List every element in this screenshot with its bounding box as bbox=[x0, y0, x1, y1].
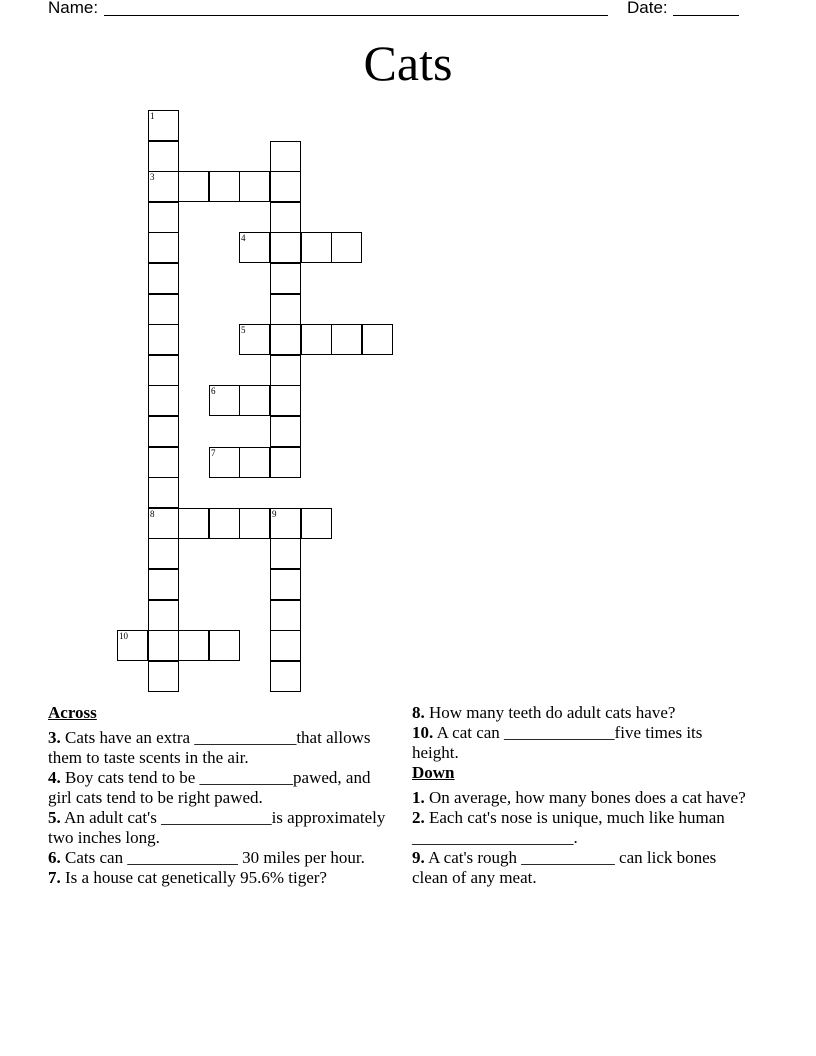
clue-number: 9. bbox=[412, 848, 425, 867]
grid-cell[interactable] bbox=[209, 385, 240, 416]
grid-cell[interactable] bbox=[270, 538, 301, 569]
grid-cell[interactable] bbox=[148, 232, 179, 263]
grid-cell[interactable] bbox=[270, 294, 301, 325]
grid-cell[interactable] bbox=[209, 508, 240, 539]
grid-cell[interactable] bbox=[148, 385, 179, 416]
grid-cell[interactable] bbox=[301, 232, 332, 263]
clues-column-right bbox=[412, 703, 752, 888]
clue-text: Is a house cat genetically 95.6% tiger? bbox=[65, 868, 327, 887]
cell-number: 7 bbox=[211, 448, 216, 458]
grid-cell[interactable] bbox=[178, 508, 209, 539]
cell-number: 3 bbox=[150, 172, 155, 182]
grid-cell[interactable] bbox=[270, 661, 301, 692]
cell-number: 6 bbox=[211, 386, 216, 396]
grid-cell[interactable] bbox=[270, 202, 301, 233]
grid-cell[interactable] bbox=[362, 324, 393, 355]
grid-cell[interactable] bbox=[270, 600, 301, 631]
grid-cell[interactable] bbox=[148, 416, 179, 447]
clue-across-6 bbox=[48, 848, 388, 868]
clue-number: 3. bbox=[48, 728, 61, 747]
grid-cell[interactable] bbox=[148, 141, 179, 172]
grid-cell[interactable] bbox=[148, 630, 179, 661]
grid-cell[interactable] bbox=[148, 202, 179, 233]
clues-column-left bbox=[48, 703, 388, 888]
grid-cell[interactable] bbox=[270, 232, 301, 263]
clue-number: 8. bbox=[412, 703, 425, 722]
clue-text: On average, how many bones does a cat have? bbox=[429, 788, 746, 807]
clue-across-10 bbox=[412, 723, 752, 763]
cell-number: 10 bbox=[119, 631, 128, 641]
grid-cell[interactable] bbox=[148, 508, 179, 539]
grid-cell[interactable] bbox=[148, 477, 179, 508]
clue-down-2 bbox=[412, 808, 752, 848]
clue-number: 6. bbox=[48, 848, 61, 867]
grid-cell[interactable] bbox=[270, 416, 301, 447]
grid-cell[interactable] bbox=[148, 294, 179, 325]
clue-text: Boy cats tend to be ___________pawed, and girl cats tend to be right pawed. bbox=[48, 768, 371, 807]
clue-text: A cat's rough ___________ can lick bones clean of any meat. bbox=[412, 848, 717, 887]
grid-cell[interactable] bbox=[270, 324, 301, 355]
grid-cell[interactable] bbox=[239, 171, 270, 202]
clue-text: An adult cat's _____________is approximately two inches long. bbox=[48, 808, 386, 847]
grid-cell[interactable] bbox=[148, 600, 179, 631]
cell-number: 9 bbox=[272, 509, 277, 519]
clue-across-7 bbox=[48, 868, 388, 888]
grid-cell[interactable] bbox=[239, 508, 270, 539]
grid-cell[interactable] bbox=[270, 569, 301, 600]
grid-cell[interactable] bbox=[148, 110, 179, 141]
grid-cell[interactable] bbox=[239, 232, 270, 263]
clue-number: 5. bbox=[48, 808, 61, 827]
clue-across-3 bbox=[48, 728, 388, 768]
puzzle-title: Cats bbox=[363, 35, 453, 91]
grid-cell[interactable] bbox=[148, 355, 179, 386]
grid-cell[interactable] bbox=[270, 141, 301, 172]
clue-down-9 bbox=[412, 848, 752, 888]
clue-number: 10. bbox=[412, 723, 434, 742]
grid-cell[interactable] bbox=[148, 447, 179, 478]
cell-number: 1 bbox=[150, 111, 155, 121]
clue-number: 2. bbox=[412, 808, 425, 827]
grid-cell[interactable] bbox=[148, 538, 179, 569]
grid-cell[interactable] bbox=[178, 171, 209, 202]
grid-cell[interactable] bbox=[239, 324, 270, 355]
grid-cell[interactable] bbox=[331, 324, 362, 355]
clue-across-5 bbox=[48, 808, 388, 848]
clue-down-1 bbox=[412, 788, 752, 808]
grid-cell[interactable] bbox=[270, 355, 301, 386]
grid-cell[interactable] bbox=[178, 630, 209, 661]
cell-number: 4 bbox=[241, 233, 246, 243]
grid-cell[interactable] bbox=[239, 385, 270, 416]
grid-cell[interactable] bbox=[301, 508, 332, 539]
grid-cell[interactable] bbox=[331, 232, 362, 263]
grid-cell[interactable] bbox=[270, 385, 301, 416]
across-heading: Across bbox=[48, 703, 97, 722]
date-label: Date: bbox=[627, 0, 668, 17]
grid-cell[interactable] bbox=[270, 508, 301, 539]
grid-cell[interactable] bbox=[270, 263, 301, 294]
clue-text: A cat can _____________five times its height. bbox=[412, 723, 703, 762]
cell-number: 5 bbox=[241, 325, 246, 335]
grid-cell[interactable] bbox=[148, 324, 179, 355]
grid-cell[interactable] bbox=[301, 324, 332, 355]
clue-text: How many teeth do adult cats have? bbox=[429, 703, 676, 722]
grid-cell[interactable] bbox=[148, 661, 179, 692]
clue-across-4 bbox=[48, 768, 388, 808]
grid-cell[interactable] bbox=[209, 630, 240, 661]
grid-cell[interactable] bbox=[239, 447, 270, 478]
grid-cell[interactable] bbox=[117, 630, 148, 661]
grid-cell[interactable] bbox=[270, 630, 301, 661]
clue-across-8 bbox=[412, 703, 752, 723]
grid-cell[interactable] bbox=[270, 447, 301, 478]
name-label: Name: bbox=[48, 0, 99, 17]
grid-cell[interactable] bbox=[209, 447, 240, 478]
grid-cell[interactable] bbox=[148, 569, 179, 600]
grid-cell[interactable] bbox=[148, 263, 179, 294]
grid-cell[interactable] bbox=[270, 171, 301, 202]
clue-number: 4. bbox=[48, 768, 61, 787]
grid-cell[interactable] bbox=[148, 171, 179, 202]
clue-number: 7. bbox=[48, 868, 61, 887]
clue-number: 1. bbox=[412, 788, 425, 807]
down-heading: Down bbox=[412, 763, 455, 782]
clue-text: Each cat's nose is unique, much like human ___________________. bbox=[412, 808, 725, 847]
grid-cell[interactable] bbox=[209, 171, 240, 202]
cell-number: 8 bbox=[150, 509, 155, 519]
clue-text: Cats can _____________ 30 miles per hour. bbox=[65, 848, 365, 867]
clue-text: Cats have an extra ____________that allows them to taste scents in the air. bbox=[48, 728, 371, 767]
